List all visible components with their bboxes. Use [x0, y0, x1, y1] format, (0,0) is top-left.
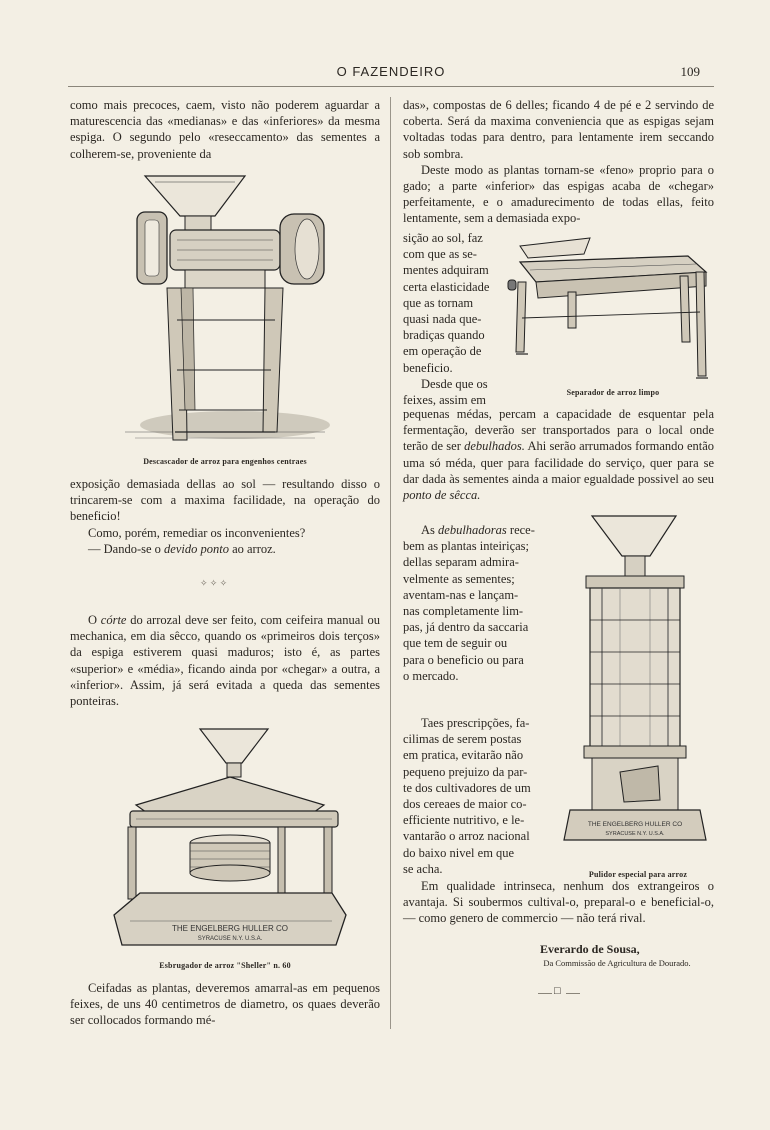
running-header [68, 64, 714, 87]
descascador-illustration [115, 170, 335, 448]
narrow-line: em operação de [403, 344, 482, 359]
narrow-line: te dos cultivadores de um [403, 780, 531, 795]
narrow-line: beneficio. [403, 360, 453, 375]
debulhadoras-em: debulhadoras [438, 523, 507, 537]
narrow-line: nas completamente lim- [403, 604, 524, 619]
narrow-line: em pratica, evitarão não [403, 748, 524, 763]
narrow-line: mentes adquiram [403, 263, 489, 278]
narrow-line: do baixo nivel em que [403, 845, 515, 860]
narrow-line: sição ao sol, faz [403, 231, 483, 245]
narrow-line-debulhadoras: As debulhadoras rece- [421, 523, 535, 537]
debulhados-em: debulhados. [464, 439, 525, 454]
figure-2-caption: Esbrugador de arroz "Sheller" n. 60 [159, 961, 291, 970]
end-ornament [540, 985, 580, 998]
narrow-line: certa elasticidade [403, 279, 490, 294]
narrow-line: Taes prescripções, fa- [421, 716, 530, 730]
fig2-plate-line-1: THE ENGELBERG HULLER CO [171, 924, 289, 933]
narrow-line: bradiças quando [403, 328, 485, 343]
figure-4-caption: Pulidor especial para arroz [588, 870, 688, 879]
right-paragraph-1 [403, 97, 714, 227]
right-narrow-block-1 [403, 230, 503, 408]
figure-separador [506, 232, 711, 382]
right-text-em-qualidade: Em qualidade intrinseca, nenhum dos extrangeiros o avantaja. Si soubermos cultival-o, preparal-o e beneficial-o, — como genero de commercio — não terá rival. [403, 879, 714, 926]
devido-ponto: devido ponto [164, 541, 229, 556]
end-ornament-box: □ [554, 985, 561, 997]
right-narrow-block-3 [403, 715, 555, 877]
narrow-line: bem as plantas inteiriças; [403, 539, 530, 554]
figure-esbrugador [100, 725, 350, 955]
figure-pulidor [562, 510, 708, 860]
corte-a: O [88, 613, 101, 627]
end-ornament-line-left [538, 993, 552, 994]
left-text-ceifadas: Ceifadas as plantas, deveremos amarral-as em pequenos feixes, de uns 40 centimetros de diametro, os quaes deverão ser collocados formando mé- [70, 981, 380, 1028]
narrow-line: feixes, assim em [403, 393, 486, 408]
column-rule [390, 97, 391, 1029]
journal-title: O FAZENDEIRO [336, 64, 446, 79]
right-paragraph-6 [403, 878, 714, 927]
narrow-line: para o beneficio ou para [403, 652, 524, 667]
end-ornament-line-right [566, 993, 580, 994]
left-paragraph-3 [70, 612, 380, 709]
right-paragraph-3 [403, 406, 714, 503]
narrow-line: com que as se- [403, 247, 477, 262]
left-text-como: Como, porém, remediar os inconvenientes? [88, 525, 306, 540]
pequenas-b: Ahi serão arrumados formando então uma só méda, quer para facilidade do serviço, quer para se dar dada às sementes ainda a maior egualdade possivel ao seu [403, 439, 715, 486]
narrow-line: dos cereaes de maior co- [403, 797, 527, 812]
pequenas-a: pequenas médas, percam a capacidade de esquentar pela fermentação, deverão ser transportados para o local onde terão de ser [403, 407, 714, 454]
pulidor-illustration [562, 510, 708, 860]
narrow-line: se acha. [403, 861, 443, 876]
corte-em: córte [100, 613, 127, 627]
fig2-plate-line-2: SYRACUSE N.Y. U.S.A. [197, 936, 263, 942]
narrow-line: velmente as sementes; [403, 571, 515, 586]
figure-3-caption: Separador de arroz limpo [566, 388, 660, 397]
narrow-line: que as tornam [403, 295, 474, 310]
right-narrow-block-2 [403, 522, 563, 684]
narrow-line: que tem de seguir ou [403, 636, 508, 651]
author-signature: Everardo de Sousa, [540, 942, 640, 956]
narrow-line: quasi nada que- [403, 312, 482, 327]
page-number: 109 [680, 64, 700, 79]
separador-illustration [506, 232, 711, 382]
dando-b: ao arroz. [228, 541, 276, 556]
narrow-line: cilimas de serem postas [403, 732, 522, 747]
narrow-line: o mercado. [403, 668, 459, 683]
left-text-opening: como mais precoces, caem, visto não poderem aguardar a maturescencia das «medianas» e das «inferiores» da mesma espiga. O segundo pelo «reseccamento» das sementes a colherem-se, proveniente da [70, 98, 380, 161]
narrow-line: aventam-nas e lançam- [403, 587, 519, 602]
narrow-line: efficiente nutritivo, e le- [403, 813, 525, 828]
author-affiliation: Da Commissão de Agricultura de Dourado. [543, 958, 691, 968]
narrow-line: pequeno prejuizo da par- [403, 764, 528, 779]
fig4-plate-line-2: SYRACUSE N.Y. U.S.A. [605, 831, 665, 837]
figure-1-caption: Descascador de arroz para engenhos centraes [143, 457, 307, 466]
ponto-secca-em: ponto de sêcca. [403, 488, 481, 503]
right-text-pequenas [403, 406, 714, 503]
right-text-das: das», compostas de 6 delles; ficando 4 de pé e 2 servindo de coberta. Será da maxima conveniencia que as espigas sejam voltadas todas para dentro, para lentamente irem seccando sob sombra. [403, 98, 714, 161]
left-text-exposicao: exposição demasiada dellas ao sol — resultando disso o trincarem-se com a maxima facilidade, na operação do beneficio! [70, 477, 380, 524]
esbrugador-illustration [100, 725, 350, 955]
dando-a: — Dando-se o [88, 541, 165, 556]
section-ornament: ✧ ✧ ✧ [200, 578, 228, 588]
right-text-deste-modo: Deste modo as plantas tornam-se «feno» proprio para o gado; a parte «inferior» das espigas acaba de «chegar» perfeitamente, e o amadurecimento de todas ellas, feito lentamente, sem a demasiada expo- [403, 162, 714, 226]
narrow-line: vantarão o arroz nacional [403, 829, 530, 844]
left-paragraph-4 [70, 980, 380, 1029]
figure-descascador [115, 170, 335, 448]
narrow-line: dellas separam admira- [403, 555, 519, 570]
fig4-plate-line-1: THE ENGELBERG HULLER CO [587, 821, 683, 828]
corte-b: do arrozal deve ser feito, com ceifeira manual ou mechanica, em dia sêcco, quando os «primeiros dois terços» da espiga estiverem quasi maduros; isto é, as partes «superior» e «média», ficando ainda por «chegar» a outra, a «inferior». Assim, já será evitada a queda das sementes ponteiras. [70, 613, 381, 709]
left-text-corte [70, 612, 380, 709]
left-paragraph-1 [70, 97, 380, 162]
left-text-dando [70, 541, 380, 557]
narrow-line: Desde que os [421, 376, 488, 391]
left-paragraph-2 [70, 476, 380, 557]
narrow-line: pas, já dentro da saccaria [403, 620, 529, 635]
